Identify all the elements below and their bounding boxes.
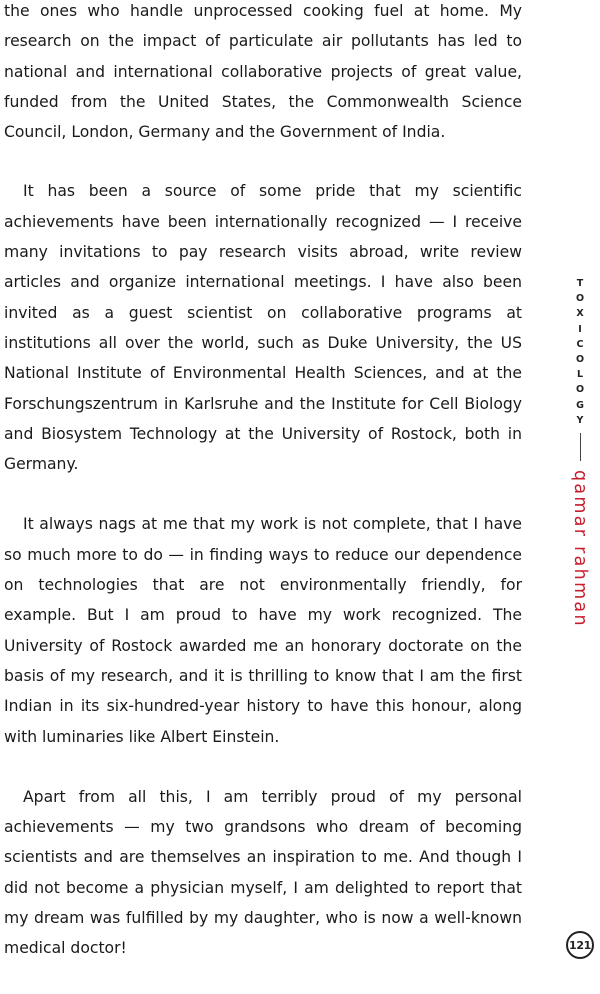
running-header-sidebar (560, 276, 600, 628)
section-label: T O X I C O L O G Y (575, 278, 585, 426)
sidebar-divider (580, 433, 581, 461)
paragraph-personal-achievements: Apart from all this, I am terribly proud of my personal achievements — my two grandsons who dream of becoming scientists and are themselves an inspiration to me. And though I did not become a physician myself, I am delighted to report that my dream was fulfilled by my daughter, who is now a well-known medical doctor! (4, 787, 522, 958)
page-number: 121 (566, 931, 594, 959)
author-name: qamar rahman (570, 470, 590, 628)
paragraph-international-recognition: It has been a source of some pride that my scientific achievements have been internationally recognized — I receive many invitations to pay research visits abroad, write review articles and organize international meetings. I have also been invited as a guest scientist on collaborative programs at institutions all over the world, such as Duke University, the US National Institute of Environmental Health Sciences, and at the Forschungszentrum in Karlsruhe and the Institute for Cell Biology and Biosystem Technology at the University of Rostock, both in Germany. (4, 182, 522, 474)
body-text (4, 0, 522, 994)
paragraph-continuation: the ones who handle unprocessed cooking fuel at home. My research on the impact of particulate air pollutants has led to national and international collaborative projects of great value, funded from the United States, the Commonwealth Science Council, London, Germany and the Government of India. (4, 2, 522, 142)
paragraph-honorary-doctorate: It always nags at me that my work is not complete, that I have so much more to do — in finding ways to reduce our dependence on technologies that are not environmentally friendly, for example. But I am proud to have my work recognized. The University of Rostock awarded me an honorary doctorate on the basis of my research, and it is thrilling to know that I am the first Indian in its six-hundred-year history to have this honour, along with luminaries like Albert Einstein. (4, 515, 522, 746)
